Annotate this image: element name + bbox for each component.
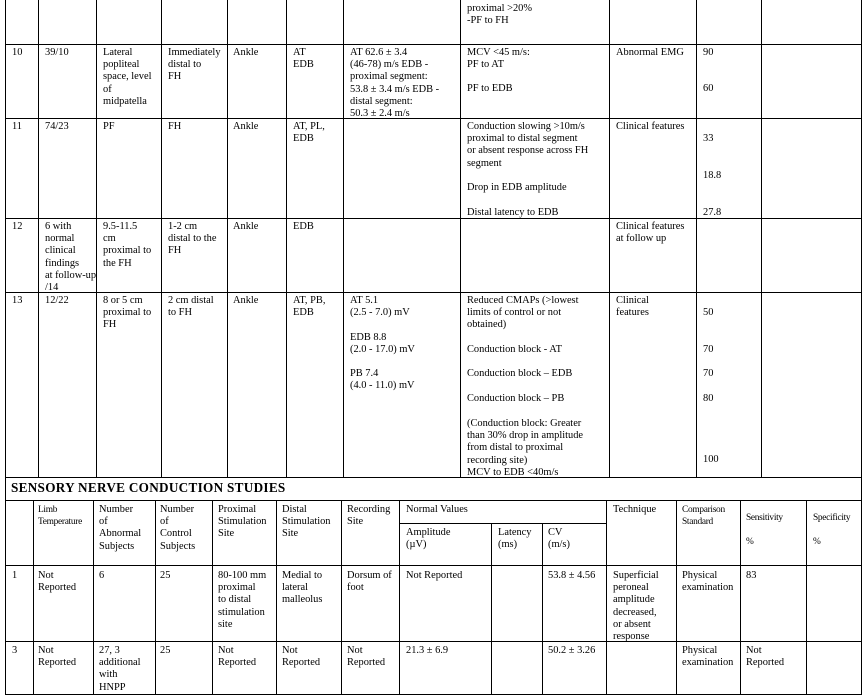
col-divider [609, 0, 610, 477]
sensitivity-cell: 50 [703, 307, 714, 318]
proximal-cell: Not Reported [218, 645, 257, 669]
findings-cell: Conduction block – EDB [467, 368, 573, 379]
abnormal-cell: 6 [99, 570, 105, 581]
limb-temp-cell: Not Reported [38, 570, 77, 594]
col-divider [93, 500, 94, 695]
sensitivity-cell: 18.8 [703, 170, 722, 181]
row-divider [5, 565, 862, 566]
col-divider [806, 500, 807, 695]
col-divider [861, 0, 862, 477]
distal-site-cell: 1-2 cm distal to the FH [168, 221, 217, 257]
header-limb-temperature: Limb Temperature [38, 505, 82, 528]
standard-cell: Clinical features [616, 295, 649, 319]
normal-values-cell: AT 5.1 (2.5 - 7.0) mV [350, 295, 410, 319]
standard-cell: Clinical features [616, 121, 685, 132]
row-divider [5, 641, 862, 642]
sensitivity-cell: 90 [703, 47, 714, 58]
col-divider [606, 500, 607, 695]
amplitude-cell: Not Reported [406, 570, 463, 581]
col-divider [5, 477, 6, 695]
row-number: 11 [12, 121, 23, 132]
findings-cell: Distal latency to EDB [467, 207, 559, 218]
row-number: 13 [12, 295, 23, 306]
subjects-cell: 12/22 [45, 295, 69, 306]
site-cell: Ankle [233, 295, 259, 306]
distal-site-cell: 2 cm distal to FH [168, 295, 214, 319]
row-divider [5, 292, 862, 293]
col-divider [740, 500, 741, 695]
row-divider [5, 218, 862, 219]
subjects-cell: 6 with normal clinical findings at follow-up /14 [45, 221, 97, 294]
row-divider [5, 500, 862, 501]
distal-cell: Medial to lateral malleolus [282, 570, 323, 606]
header-control-subjects: Number of Control Subjects [160, 504, 196, 552]
header-normal-values: Normal Values [406, 504, 468, 515]
sensitivity-cell: 80 [703, 393, 714, 404]
comparison-cell: Physical examination [682, 570, 734, 594]
col-divider [343, 0, 344, 477]
col-divider [542, 523, 543, 695]
normal-values-cell: EDB 8.8 (2.0 - 17.0) mV [350, 332, 415, 356]
row-divider [5, 44, 862, 45]
cv-cell: 53.8 ± 4.56 [548, 570, 596, 581]
header-specificity: Specificity % [813, 513, 851, 548]
header-abnormal-subjects: Number of Abnormal Subjects [99, 504, 142, 552]
col-divider [861, 477, 862, 695]
proximal-site-cell: PF [103, 121, 115, 132]
distal-site-cell: FH [168, 121, 182, 132]
proximal-site-cell: Lateral popliteal space, level of midpatella [103, 47, 152, 107]
col-divider [399, 500, 400, 695]
limb-temp-cell: Not Reported [38, 645, 77, 669]
sensitivity-cell: Not Reported [746, 645, 785, 669]
site-cell: Ankle [233, 47, 259, 58]
row-number: 10 [12, 47, 23, 58]
col-divider [286, 0, 287, 477]
recording-cell: AT EDB [293, 47, 314, 71]
site-cell: Ankle [233, 121, 259, 132]
col-divider [5, 0, 6, 477]
header-proximal-site: Proximal Stimulation Site [218, 504, 267, 540]
distal-cell: Not Reported [282, 645, 321, 669]
sensitivity-cell: 60 [703, 83, 714, 94]
header-sensitivity: Sensitivity % [746, 513, 783, 548]
col-divider [491, 523, 492, 695]
col-divider [38, 0, 39, 477]
sensitivity-cell: 100 [703, 454, 719, 465]
control-cell: 25 [160, 570, 171, 581]
col-divider [761, 0, 762, 477]
findings-cell: Conduction slowing >10m/s proximal to distal segment or absent response across FH segment [467, 121, 589, 169]
sensitivity-cell: 33 [703, 133, 714, 144]
row-divider [5, 694, 862, 695]
col-divider [227, 0, 228, 477]
row-divider [399, 523, 606, 524]
section-title: SENSORY NERVE CONDUCTION STUDIES [11, 480, 286, 495]
abnormal-cell: 27, 3 additional with HNPP [99, 645, 141, 693]
standard-cell: Abnormal EMG [616, 47, 684, 58]
findings-cell: Conduction block - AT [467, 344, 562, 355]
standard-cell: Clinical features at follow up [616, 221, 685, 245]
header-technique: Technique [613, 504, 657, 515]
row-divider [5, 477, 862, 478]
proximal-site-cell: 8 or 5 cm proximal to FH [103, 295, 152, 331]
col-divider [460, 0, 461, 477]
proximal-site-cell: 9.5-11.5 cm proximal to the FH [103, 221, 152, 269]
sensitivity-cell: 27.8 [703, 207, 722, 218]
col-divider [155, 500, 156, 695]
comparison-cell: Physical examination [682, 645, 734, 669]
row-number: 1 [12, 570, 18, 581]
distal-site-cell: Immediately distal to FH [168, 47, 221, 83]
findings-cell: (Conduction block: Greater than 30% drop in amplitude from distal to proximal recording site) MCV to EDB <40m/s [467, 418, 584, 478]
normal-values-cell: AT 62.6 ± 3.4 (46-78) m/s EDB - proximal segment: 53.8 ± 3.4 m/s EDB - distal segment: 50.3 ± 2.4 m/s [350, 47, 440, 120]
findings-cell: Conduction block – PB [467, 393, 565, 404]
findings-cell: Reduced CMAPs (>lowest limits of control or not obtained) [467, 295, 579, 331]
recording-cell: Not Reported [347, 645, 386, 669]
header-cv: CV (m/s) [548, 527, 570, 551]
col-divider [96, 0, 97, 477]
findings-cell: PF to EDB [467, 83, 513, 94]
col-divider [33, 500, 34, 695]
header-recording-site: Recording Site [347, 504, 391, 528]
header-distal-site: Distal Stimulation Site [282, 504, 331, 540]
recording-cell: AT, PB, EDB [293, 295, 326, 319]
header-latency: Latency (ms) [498, 527, 532, 551]
sensitivity-cell: 83 [746, 570, 757, 581]
recording-cell: AT, PL, EDB [293, 121, 325, 145]
sensitivity-cell: 70 [703, 344, 714, 355]
col-divider [341, 500, 342, 695]
amplitude-cell: 21.3 ± 6.9 [406, 645, 449, 656]
row-number: 3 [12, 645, 18, 656]
col-divider [161, 0, 162, 477]
recording-cell: Dorsum of foot [347, 570, 392, 594]
technique-cell: Superficial peroneal amplitude decreased, or absent response [613, 570, 659, 643]
col-divider [676, 500, 677, 695]
subjects-cell: 74/23 [45, 121, 69, 132]
col-divider [276, 500, 277, 695]
col-divider [212, 500, 213, 695]
findings-cell: MCV <45 m/s: PF to AT [467, 47, 530, 71]
cv-cell: 50.2 ± 3.26 [548, 645, 596, 656]
header-amplitude: Amplitude (µV) [406, 527, 451, 551]
findings-cell: proximal >20% -PF to FH [467, 3, 533, 27]
sensitivity-cell: 70 [703, 368, 714, 379]
findings-cell: Drop in EDB amplitude [467, 182, 567, 193]
subjects-cell: 39/10 [45, 47, 69, 58]
control-cell: 25 [160, 645, 171, 656]
site-cell: Ankle [233, 221, 259, 232]
recording-cell: EDB [293, 221, 314, 232]
header-comparison-standard: Comparison Standard [682, 505, 725, 528]
proximal-cell: 80-100 mm proximal to distal stimulation site [218, 570, 267, 630]
normal-values-cell: PB 7.4 (4.0 - 11.0) mV [350, 368, 415, 392]
col-divider [696, 0, 697, 477]
row-number: 12 [12, 221, 23, 232]
